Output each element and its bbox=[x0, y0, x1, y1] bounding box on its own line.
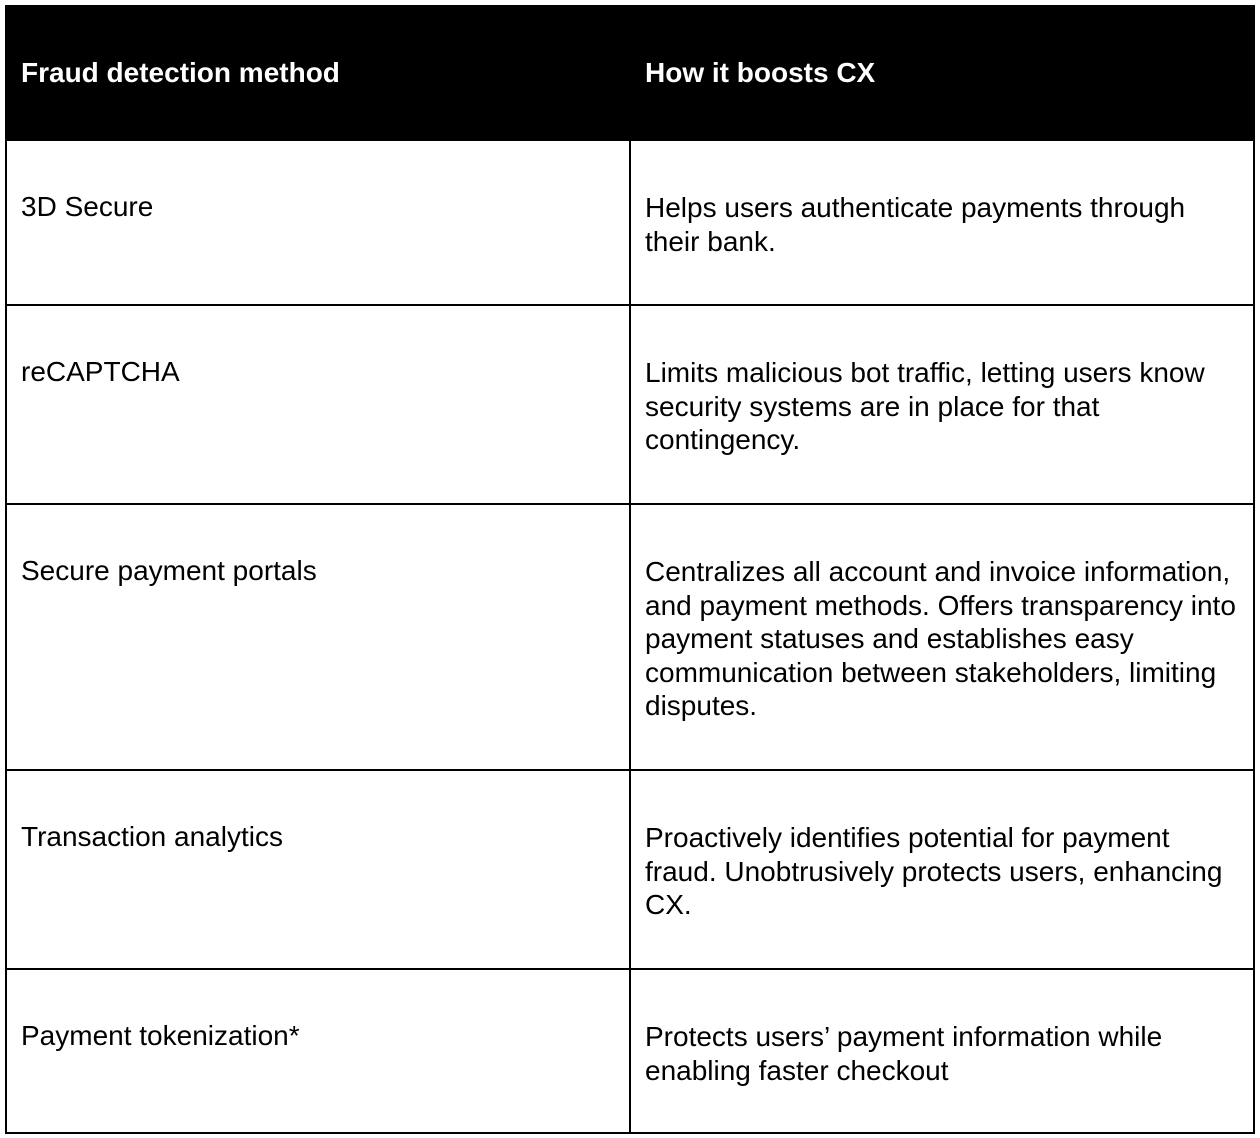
fraud-detection-table-container bbox=[5, 5, 1253, 1132]
benefit-cell: Helps users authenticate payments through their bank. bbox=[630, 140, 1254, 305]
table-body bbox=[6, 140, 1254, 1133]
method-cell: 3D Secure bbox=[6, 140, 630, 305]
table-row bbox=[6, 140, 1254, 305]
fraud-detection-table bbox=[5, 5, 1255, 1134]
benefit-cell: Centralizes all account and invoice information, and payment methods. Offers transparency into payment statuses and establishes easy communication between stakeholders, limiting disputes. bbox=[630, 504, 1254, 770]
benefit-cell: Proactively identifies potential for payment fraud. Unobtrusively protects users, enhancing CX. bbox=[630, 770, 1254, 969]
header-row bbox=[6, 6, 1254, 140]
table-row bbox=[6, 969, 1254, 1133]
table-header bbox=[6, 6, 1254, 140]
table-row bbox=[6, 770, 1254, 969]
benefit-cell: Limits malicious bot traffic, letting users know security systems are in place for that contingency. bbox=[630, 305, 1254, 504]
benefit-cell: Protects users’ payment information while enabling faster checkout bbox=[630, 969, 1254, 1133]
table-row bbox=[6, 305, 1254, 504]
table-row bbox=[6, 504, 1254, 770]
method-cell: Payment tokenization* bbox=[6, 969, 630, 1133]
method-cell: Transaction analytics bbox=[6, 770, 630, 969]
header-how-it-boosts-cx: How it boosts CX bbox=[630, 6, 1254, 140]
method-cell: reCAPTCHA bbox=[6, 305, 630, 504]
method-cell: Secure payment portals bbox=[6, 504, 630, 770]
header-fraud-detection-method: Fraud detection method bbox=[6, 6, 630, 140]
